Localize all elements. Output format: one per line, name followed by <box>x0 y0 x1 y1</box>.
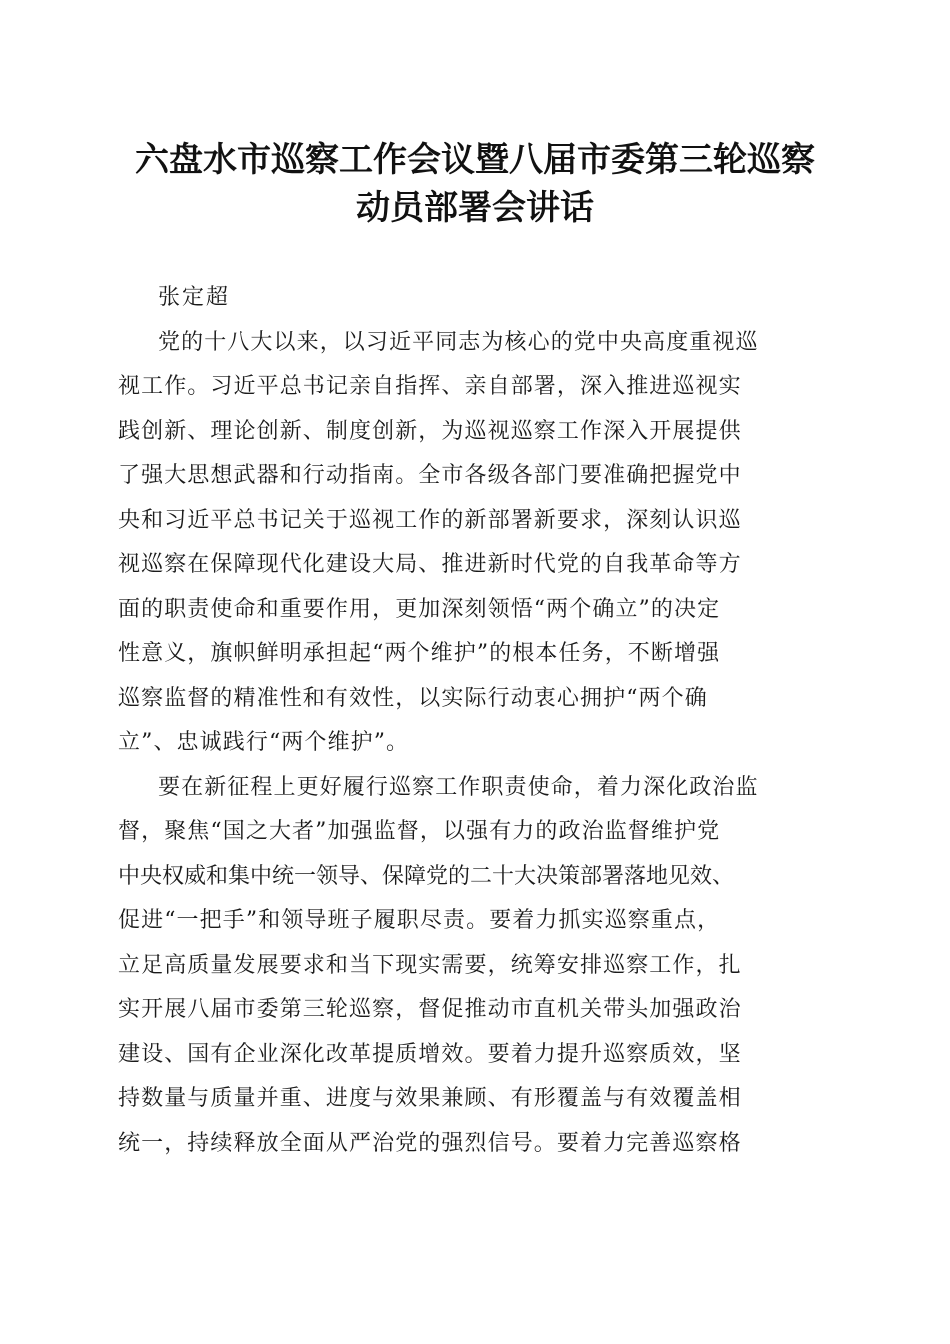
text-line: 要在新征程上更好履行巡察工作职责使命，着力深化政治监 <box>158 774 759 800</box>
document-title <box>100 136 850 232</box>
title-line-1: 六盘水市巡察工作会议暨八届市委第三轮巡察 <box>135 140 815 180</box>
text-line: 面的职责使命和重要作用，更加深刻领悟“两个确立”的决定 <box>118 596 721 622</box>
text-line: 督，聚焦“国之大者”加强监督，以强有力的政治监督维护党 <box>118 819 721 844</box>
text-line: 中央权威和集中统一领导、保障党的二十大决策部署落地见效、 <box>118 863 735 889</box>
text-line: 央和习近平总书记关于巡视工作的新部署新要求，深刻认识巡 <box>118 507 742 533</box>
text-line: 建设、国有企业深化改革提质增效。要着力提升巡察质效，坚 <box>118 1041 742 1067</box>
text-line: 视工作。习近平总书记亲自指挥、亲自部署，深入推进巡视实 <box>118 374 742 399</box>
title-line-2: 动员部署会讲话 <box>356 188 594 228</box>
text-line: 性意义，旗帜鲜明承担起“两个维护”的根本任务，不断增强 <box>118 641 721 666</box>
text-line: 巡察监督的精准性和有效性，以实际行动衷心拥护“两个确 <box>118 685 708 711</box>
text-line: 视巡察在保障现代化建设大局、推进新时代党的自我革命等方 <box>118 552 742 577</box>
text-line: 统一，持续释放全面从严治党的强烈信号。要着力完善巡察格 <box>118 1130 742 1156</box>
text-line: 党的十八大以来，以习近平同志为核心的党中央高度重视巡 <box>158 329 759 355</box>
text-line: 了强大思想武器和行动指南。全市各级各部门要准确把握党中 <box>118 463 742 488</box>
author-name: 张定超 <box>158 285 231 310</box>
text-line: 践创新、理论创新、制度创新，为巡视巡察工作深入开展提供 <box>118 418 742 444</box>
text-line: 持数量与质量并重、进度与效果兼顾、有形覆盖与有效覆盖相 <box>118 1086 742 1111</box>
text-line: 实开展八届市委第三轮巡察，督促推动市直机关带头加强政治 <box>118 997 742 1022</box>
paragraph-1 <box>118 321 830 766</box>
text-line: 立”、忠诚践行“两个维护”。 <box>118 730 410 755</box>
paragraph-2 <box>118 766 830 1167</box>
text-line: 立足高质量发展要求和当下现实需要，统筹安排巡察工作，扎 <box>118 952 742 978</box>
text-line: 促进“一把手”和领导班子履职尽责。要着力抓实巡察重点， <box>118 908 721 933</box>
document-body <box>118 276 830 1166</box>
